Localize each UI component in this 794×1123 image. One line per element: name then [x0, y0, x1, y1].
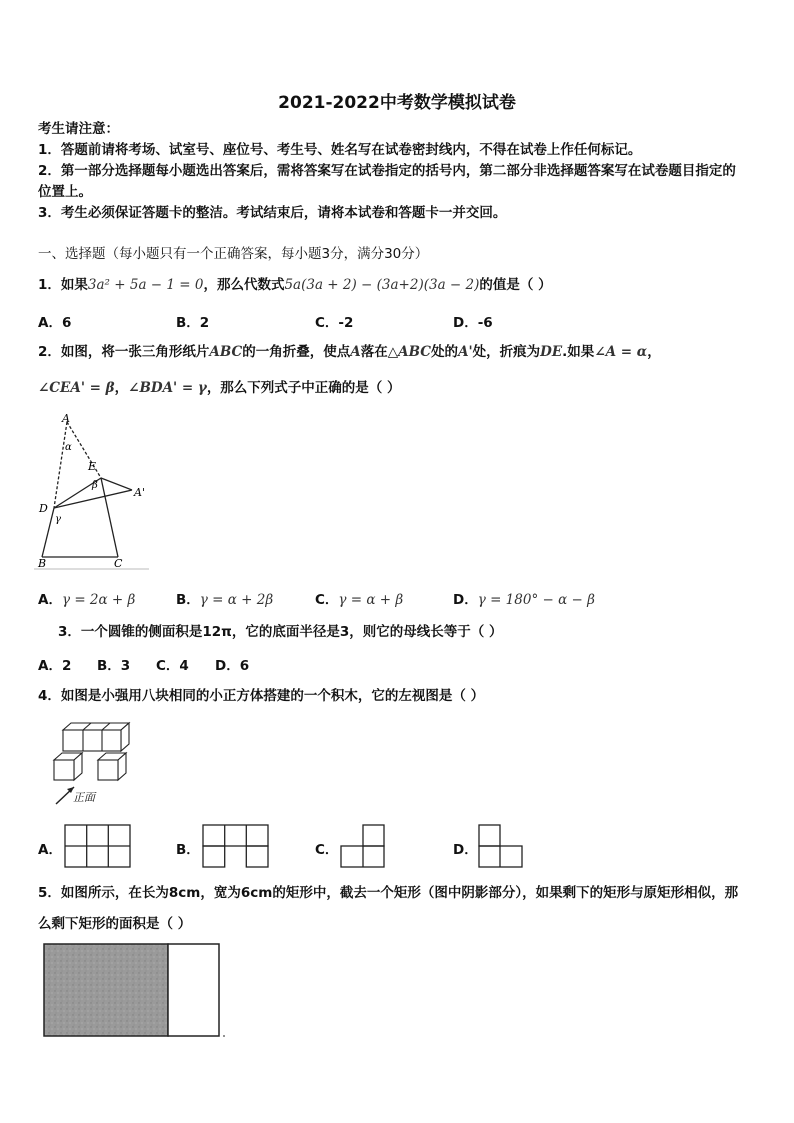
q1-expression: 5a(3a + 2) − (3a+2)(3a − 2)	[284, 277, 480, 293]
q4-option-c[interactable]: C．	[315, 842, 339, 858]
question-5-line-1: 5．如图所示，在长为8cm，宽为6cm的矩形中，截去一个矩形（图中阴影部分），如果剩下的矩形与原矩形相似，那	[38, 885, 739, 901]
rectangle-figure	[42, 942, 228, 1038]
cube-stack-figure	[40, 720, 140, 810]
q1-suffix: 的值是（ ）	[479, 277, 552, 293]
section-heading: 一、选择题（每小题只有一个正确答案，每小题3分，满分30分）	[38, 246, 429, 262]
question-5-line-2: 么剩下矩形的面积是（ ）	[38, 916, 192, 932]
q2-option-d[interactable]: D．γ = 180° − α − β	[453, 592, 595, 608]
q1-equation: 3a² + 5a − 1 = 0	[87, 277, 204, 293]
q1-prefix: 1．如果	[38, 277, 88, 293]
question-2-line-2: ∠CEA' = β，∠BDA' = γ，那么下列式子中正确的是（ ）	[38, 380, 401, 396]
q1-mid: ，那么代数式	[203, 277, 285, 293]
label-a: A	[62, 412, 70, 425]
question-4: 4．如图是小强用八块相同的小正方体搭建的一个积木，它的左视图是（ ）	[38, 688, 485, 704]
label-b: B	[38, 557, 47, 570]
label-beta: β	[92, 480, 98, 491]
left-view-c-icon[interactable]	[340, 824, 386, 869]
left-view-d-icon[interactable]	[478, 824, 524, 869]
left-view-a-icon[interactable]	[64, 824, 132, 869]
label-c: C	[114, 557, 123, 570]
notice-line-2: 2．第一部分选择题每小题选出答案后，需将答案写在试卷指定的括号内，第二部分非选择题答案写在试卷题目指定的	[38, 163, 736, 179]
q4-option-d[interactable]: D．	[453, 842, 478, 858]
label-e: E	[88, 460, 97, 473]
notice-line-4: 3．考生必须保证答题卡的整洁。考试结束后，请将本试卷和答题卡一并交回。	[38, 205, 507, 221]
page-title: 2021-2022中考数学模拟试卷	[278, 93, 516, 113]
q3-option-c[interactable]: C．4	[156, 658, 189, 674]
label-a-prime: A'	[134, 486, 145, 499]
notice-line-3: 位置上。	[38, 184, 92, 200]
q2-option-a[interactable]: A．γ = 2α + β	[38, 592, 136, 608]
q4-option-a[interactable]: A．	[38, 842, 62, 858]
shaded-rectangle	[44, 944, 168, 1036]
front-label: 正面	[73, 791, 95, 804]
q3-option-b[interactable]: B．3	[97, 658, 131, 674]
notice-heading: 考生请注意：	[38, 121, 119, 137]
label-gamma: γ	[55, 514, 61, 525]
question-1	[38, 275, 552, 295]
left-view-b-icon[interactable]	[202, 824, 270, 869]
notice-line-1: 1．答题前请将考场、试室号、座位号、考生号、姓名写在试卷密封线内，不得在试卷上作任何标记。	[38, 142, 642, 158]
q1-option-b[interactable]: B．2	[176, 315, 210, 331]
q4-option-b[interactable]: B．	[176, 842, 200, 858]
q1-option-a[interactable]: A．6	[38, 315, 72, 331]
q2-option-b[interactable]: B．γ = α + 2β	[176, 592, 274, 608]
q3-option-a[interactable]: A．2	[38, 658, 72, 674]
q1-option-c[interactable]: C．-2	[315, 315, 354, 331]
label-d: D	[39, 502, 48, 515]
triangle-fold-figure	[34, 410, 154, 575]
question-2-line-1: 2．如图，将一张三角形纸片ABC的一角折叠，使点A落在△ABC处的A'处，折痕为DE.如果∠A = α，	[38, 344, 661, 360]
q3-option-d[interactable]: D．6	[215, 658, 250, 674]
question-3: 3．一个圆锥的侧面积是12π，它的底面半径是3，则它的母线长等于（ ）	[58, 624, 503, 640]
q2-option-c[interactable]: C．γ = α + β	[315, 592, 404, 608]
remaining-rectangle	[168, 944, 219, 1036]
label-alpha: α	[65, 442, 72, 453]
q1-option-d[interactable]: D．-6	[453, 315, 493, 331]
